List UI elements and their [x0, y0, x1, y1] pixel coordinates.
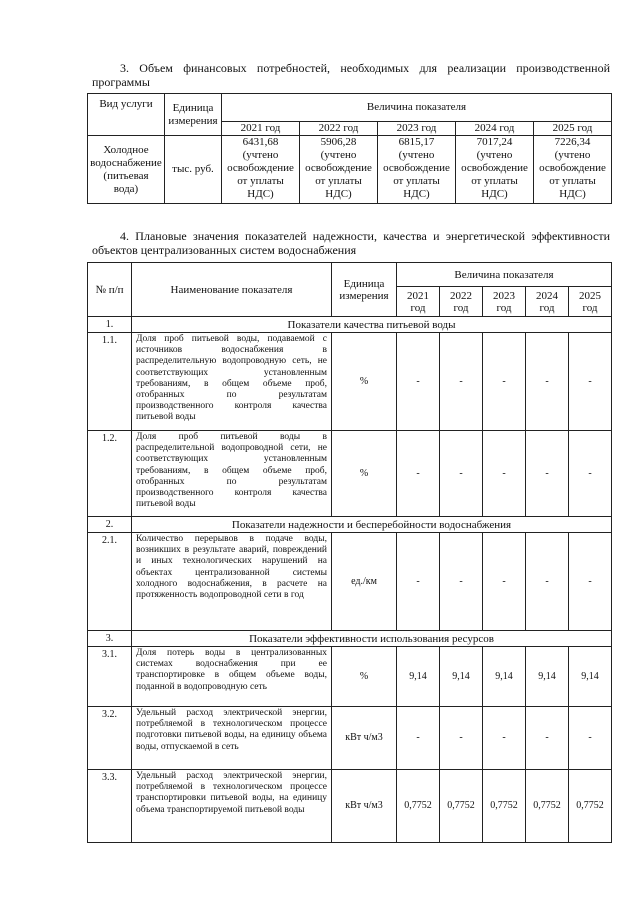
indicator-name: Количество перерывов в подаче воды, возникших в результате аварий, повреждений и иных технологических нарушений на объектах централизованной системы холодного водоснабжения, в расчете на протяженность водопроводной сети в год [132, 533, 332, 631]
value-cell: 9,14 [483, 647, 526, 707]
header-service: Вид услуги [88, 94, 165, 136]
value-cell: 9,14 [440, 647, 483, 707]
indicator-name: Доля проб питьевой воды, подаваемой с источников водоснабжения в распределительную водопроводную сеть, не соответствующих установленным требованиям, в общем объеме проб, отобранных по результатам производственного контроля качества питьевой воды [132, 333, 332, 431]
value-note: (учтено освобождение от уплаты НДС) [305, 149, 372, 200]
value-cell: - [483, 333, 526, 431]
row-number: 1.2. [88, 431, 132, 517]
year-header: 2024 год [456, 122, 534, 136]
indicators-table [87, 262, 612, 843]
value-cell: - [526, 431, 569, 517]
table-row [88, 770, 612, 843]
section-3-title: 3. Объем финансовых потребностей, необходимых для реализации производственной программы [92, 61, 610, 89]
year-header: 2025 год [569, 287, 612, 317]
value-cell: 9,14 [526, 647, 569, 707]
section-row [88, 631, 612, 647]
value-cell: - [483, 533, 526, 631]
value-cell: - [526, 333, 569, 431]
value-cell [456, 136, 534, 204]
value-cell: 9,14 [569, 647, 612, 707]
year-header: 2023 год [483, 287, 526, 317]
row-number: 3.1. [88, 647, 132, 707]
value-note: (учтено освобождение от уплаты НДС) [227, 149, 294, 200]
section-number: 3. [88, 631, 132, 647]
unit-cell: кВт ч/м3 [332, 770, 397, 843]
value-cell: 0,7752 [440, 770, 483, 843]
unit-cell: % [332, 333, 397, 431]
value-cell: 9,14 [397, 647, 440, 707]
table-row [88, 647, 612, 707]
value-number: 6815,17 [398, 136, 435, 148]
section-number: 2. [88, 517, 132, 533]
value-cell: - [397, 431, 440, 517]
indicator-name: Удельный расход электрической энергии, потребляемой в технологическом процессе транспортировки питьевой воды, на единицу объема транспортируемой питьевой воды [132, 770, 332, 843]
header-unit: Единица измерения [165, 94, 222, 136]
value-cell: - [569, 333, 612, 431]
section-4-title: 4. Плановые значения показателей надежности, качества и энергетической эффективности объектов централизованных систем водоснабжения [92, 229, 610, 257]
header-name: Наименование показателя [132, 263, 332, 317]
indicator-name: Доля проб питьевой воды в распределительной водопроводной сети, не соответствующих установленным требованиям, в общем объеме проб, отобранных по результатам производственного контроля качества питьевой воды [132, 431, 332, 517]
value-cell: 0,7752 [483, 770, 526, 843]
value-cell [378, 136, 456, 204]
value-cell: - [397, 533, 440, 631]
value-cell: - [440, 431, 483, 517]
unit-cell: % [332, 647, 397, 707]
year-header: 2021 год [397, 287, 440, 317]
value-cell: - [397, 707, 440, 770]
year-header: 2023 год [378, 122, 456, 136]
row-number: 3.2. [88, 707, 132, 770]
table-row [88, 707, 612, 770]
value-cell: - [526, 707, 569, 770]
table-row [88, 431, 612, 517]
unit-cell: тыс. руб. [165, 136, 222, 204]
header-value: Величина показателя [397, 263, 612, 287]
header-value: Величина показателя [222, 94, 612, 122]
unit-cell: % [332, 431, 397, 517]
value-cell: 0,7752 [569, 770, 612, 843]
value-cell: - [569, 533, 612, 631]
section-number: 1. [88, 317, 132, 333]
section-heading: Показатели эффективности использования ресурсов [132, 631, 612, 647]
year-header: 2025 год [534, 122, 612, 136]
year-header: 2022 год [440, 287, 483, 317]
value-cell: 0,7752 [397, 770, 440, 843]
value-cell: - [397, 333, 440, 431]
unit-cell: ед./км [332, 533, 397, 631]
year-header: 2022 год [300, 122, 378, 136]
financial-needs-table [87, 93, 612, 204]
value-cell: - [569, 707, 612, 770]
indicator-name: Удельный расход электрической энергии, потребляемой в технологическом процессе подготовки питьевой воды, на единицу объема воды, отпускаемой в сеть [132, 707, 332, 770]
section-row [88, 517, 612, 533]
value-cell [222, 136, 300, 204]
value-cell: - [483, 707, 526, 770]
value-cell [300, 136, 378, 204]
value-cell: - [440, 707, 483, 770]
value-cell [534, 136, 612, 204]
header-unit: Единица измерения [332, 263, 397, 317]
table-row [88, 333, 612, 431]
table-row [88, 533, 612, 631]
table-header-row [88, 263, 612, 287]
value-cell: - [526, 533, 569, 631]
section-heading: Показатели надежности и бесперебойности водоснабжения [132, 517, 612, 533]
value-number: 7017,24 [476, 136, 513, 148]
row-number: 1.1. [88, 333, 132, 431]
row-number: 2.1. [88, 533, 132, 631]
value-number: 5906,28 [320, 136, 357, 148]
service-cell: Холодное водоснабжение (питьевая вода) [88, 136, 165, 204]
table-header-row [88, 94, 612, 122]
section-row [88, 317, 612, 333]
value-cell: - [440, 533, 483, 631]
value-number: 7226,34 [554, 136, 591, 148]
section-heading: Показатели качества питьевой воды [132, 317, 612, 333]
indicator-name: Доля потерь воды в централизованных системах водоснабжения при ее транспортировке в общем объеме воды, поданной в водопроводную сеть [132, 647, 332, 707]
value-cell: - [440, 333, 483, 431]
value-note: (учтено освобождение от уплаты НДС) [539, 149, 606, 200]
unit-cell: кВт ч/м3 [332, 707, 397, 770]
header-no: № п/п [88, 263, 132, 317]
table-row [88, 136, 612, 204]
value-note: (учтено освобождение от уплаты НДС) [383, 149, 450, 200]
value-note: (учтено освобождение от уплаты НДС) [461, 149, 528, 200]
year-header: 2021 год [222, 122, 300, 136]
row-number: 3.3. [88, 770, 132, 843]
value-cell: - [483, 431, 526, 517]
value-cell: - [569, 431, 612, 517]
value-number: 6431,68 [242, 136, 279, 148]
year-header: 2024 год [526, 287, 569, 317]
value-cell: 0,7752 [526, 770, 569, 843]
